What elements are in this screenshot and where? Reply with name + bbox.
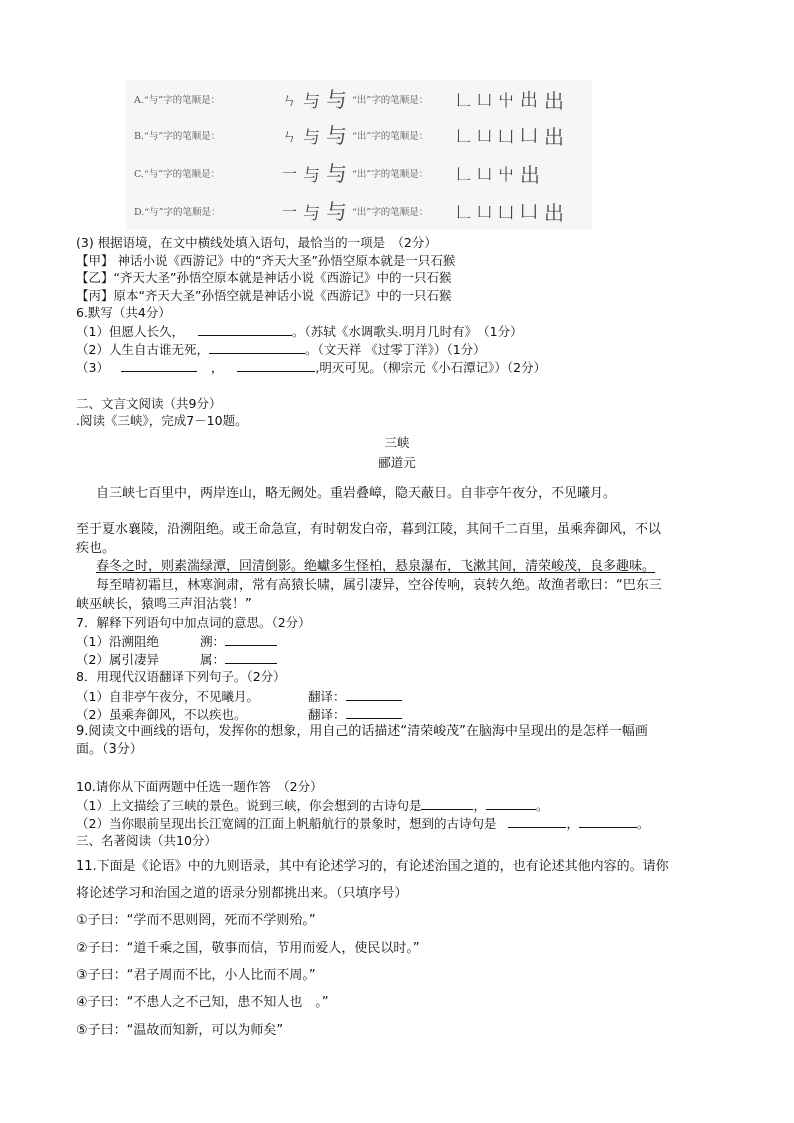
q7-item-1: （1）沿溯阻绝 溯： — [76, 633, 277, 650]
q6-line-3: （3） ， ,明灭可见。（柳宗元《小石潭记》）（2分） — [76, 360, 547, 375]
analects-item-1: ①子曰：“学而不思则罔，死而不学则殆。” — [76, 913, 316, 928]
q7-item-2: （2）属引凄异 属： — [76, 651, 277, 668]
answer-blank[interactable] — [198, 323, 292, 336]
answer-blank[interactable] — [421, 797, 473, 810]
answer-blank[interactable] — [237, 359, 315, 372]
stroke-option-c: C.“与”字的笔顺是： 一 与 与 “出”字的笔顺是： 𠃊 凵 屮 出 — [134, 162, 541, 187]
passage-paragraph-3: 春冬之时，则素湍绿潭，回清倒影。绝巘多生怪柏，悬泉瀑布，飞漱其间，清荣峻茂，良多趣味。 — [96, 559, 656, 574]
passage-author: 郦道元 — [378, 455, 416, 470]
answer-blank[interactable] — [579, 815, 637, 828]
answer-blank[interactable] — [346, 688, 402, 701]
q9-line-2: 面。（3分） — [76, 742, 143, 757]
stroke-option-d: D.“与”字的笔顺是： 一 与 与 “出”字的笔顺是： 𠃊 凵 凵 凵 出 — [134, 200, 565, 225]
analects-item-2: ②子曰：“道千乘之国，敬事而信，节用而爱人，使民以时。” — [76, 941, 420, 956]
section-2-heading: 二、文言文阅读（共9分） — [76, 396, 222, 411]
q10-stem: 10.请你从下面两题中任选一题作答 （2分） — [76, 779, 323, 794]
passage-title: 三峡 — [384, 435, 410, 450]
analects-item-3: ③子曰：“君子周而不比，小人比而不周。” — [76, 968, 316, 983]
section-2-intro: .阅读《三峡》，完成7－10题。 — [76, 413, 248, 428]
passage-paragraph-4b: 峡巫峡长，猿鸣三声泪沾裳！” — [76, 597, 252, 612]
q10-item-2: （2）当你眼前呈现出长江宽阔的江面上帆船航行的景象时，想到的古诗句是 ， 。 — [76, 816, 650, 831]
answer-blank[interactable] — [121, 359, 197, 372]
answer-blank[interactable] — [346, 706, 402, 719]
answer-blank[interactable] — [225, 633, 277, 646]
answer-blank[interactable] — [225, 651, 277, 664]
section-3-heading: 三、名著阅读（共10分） — [76, 833, 217, 848]
q7-stem: 7．解释下列语句中加点词的意思。（2分） — [76, 615, 311, 630]
q8-item-2: （2）虽乘奔御风，不以疾也。 翻译： — [76, 706, 402, 723]
q3-option-yi: 【乙】“齐天大圣”孙悟空原本就是神话小说《西游记》中的一只石猴 — [76, 270, 452, 285]
q3-option-bing: 【丙】原本“齐天大圣”孙悟空就是神话小说《西游记》中的一只石猴 — [76, 288, 452, 303]
analects-item-4: ④子曰：“不患人之不己知，患不知人也 。” — [76, 995, 329, 1010]
answer-blank[interactable] — [486, 797, 536, 810]
passage-paragraph-4a: 每至晴初霜旦，林寒涧肃，常有高猿长啸，属引凄异，空谷传响，哀转久绝。故渔者歌曰：“巴东三 — [96, 578, 662, 593]
q8-item-1: （1）自非亭午夜分，不见曦月。 翻译： — [76, 688, 402, 705]
answer-blank[interactable] — [508, 815, 566, 828]
analects-item-5: ⑤子曰：“温故而知新，可以为师矣” — [76, 1023, 284, 1038]
stroke-option-b: B.“与”字的笔顺是： ㄣ 与 与 “出”字的笔顺是： 𠃊 凵 凵 凵 出 — [134, 124, 565, 149]
q8-stem: 8．用现代汉语翻译下列句子。（2分） — [76, 669, 286, 684]
passage-paragraph-1: 自三峡七百里中，两岸连山，略无阙处。重岩叠嶂，隐天蔽日。自非亭午夜分，不见曦月。 — [96, 486, 617, 501]
q6-line-2: （2）人生自古谁无死， 。（文天祥 《过零丁洋》）（1分） — [76, 342, 486, 357]
stroke-order-figure — [126, 80, 592, 230]
q11-line-2: 将论述学习和治国之道的语录分别都挑出来。（只填序号） — [76, 886, 408, 901]
q3-option-jia: 【甲】 神话小说《西游记》中的“齐天大圣”孙悟空原本就是一只石猴 — [76, 253, 456, 268]
passage-paragraph-2b: 疾也。 — [76, 541, 116, 556]
q9-line-1: 9.阅读文中画线的语句，发挥你的想象，用自己的话描述“清荣峻茂”在脑海中呈现出的是怎样一幅画 — [76, 724, 648, 739]
passage-paragraph-2a: 至于夏水襄陵，沿溯阻绝。或王命急宣，有时朝发白帝，暮到江陵，其间千二百里，虽乘奔御风，不以 — [76, 522, 662, 537]
q3-stem: (3) 根据语境，在文中横线处填入语句，最恰当的一项是 （2分） — [76, 235, 437, 250]
q6-line-1: （1）但愿人长久， 。（苏轼《水调歌头.明月几时有》 （1分） — [76, 324, 523, 339]
answer-blank[interactable] — [209, 341, 305, 354]
stroke-option-a: A.“与”字的笔顺是： ㄣ 与 与 “出”字的笔顺是： 𠃊 凵 屮 出 出 — [134, 88, 565, 113]
q6-title: 6.默写（共4分） — [76, 305, 171, 320]
q10-item-1: （1）上文描绘了三峡的景色。说到三峡，你会想到的古诗句是 ， 。 — [76, 798, 549, 813]
q11-line-1: 11.下面是《论语》中的九则语录，其中有论述学习的，有论述治国之道的，也有论述其他内容的。请你 — [76, 859, 669, 874]
